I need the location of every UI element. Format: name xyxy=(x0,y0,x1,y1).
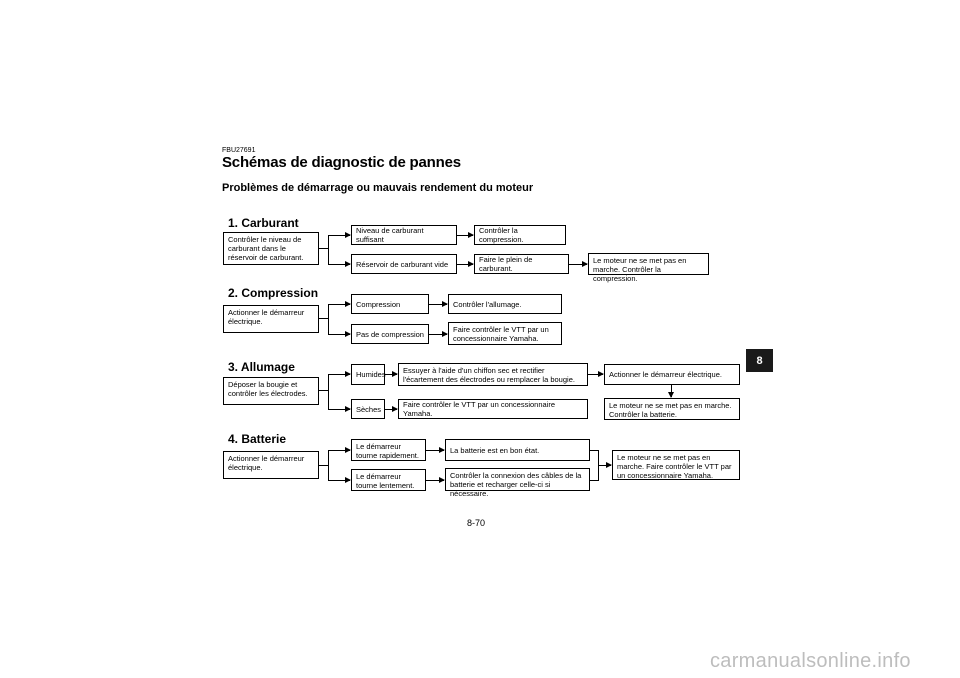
page-subtitle: Problèmes de démarrage ou mauvais rendement du moteur xyxy=(222,182,534,194)
flow-box-allumage-top-result: Le moteur ne se met pas en marche. Contrôler la batterie. xyxy=(604,398,740,420)
connector-line xyxy=(328,304,329,334)
flow-arrow xyxy=(426,480,444,481)
flow-arrow-down xyxy=(671,385,672,397)
flow-arrow xyxy=(328,334,350,335)
flow-box-allumage-start: Déposer la bougie et contrôler les électrodes. xyxy=(223,377,319,405)
flow-box-compression-bottom: Pas de compression xyxy=(351,324,429,344)
connector-line xyxy=(328,374,329,409)
flow-arrow xyxy=(429,334,447,335)
flow-arrow xyxy=(588,374,603,375)
section-title-batterie: 4. Batterie xyxy=(228,432,287,446)
connector-line xyxy=(319,248,328,249)
flow-arrow xyxy=(328,264,350,265)
flow-box-compression-start: Actionner le démarreur électrique. xyxy=(223,305,319,333)
flow-arrow xyxy=(328,409,350,410)
flow-box-allumage-bottom: Sèches xyxy=(351,399,385,419)
flow-box-carburant-top-result: Contrôler la compression. xyxy=(474,225,566,245)
flow-box-compression-bottom-result: Faire contrôler le VTT par un concessionnaire Yamaha. xyxy=(448,322,562,345)
section-title-compression: 2. Compression xyxy=(228,286,319,300)
document-code: FBU27691 xyxy=(222,147,256,154)
flow-arrow xyxy=(328,480,350,481)
flow-arrow xyxy=(569,264,587,265)
flow-box-allumage-top: Humides xyxy=(351,364,385,385)
connector-line xyxy=(590,450,598,451)
flow-arrow xyxy=(328,235,350,236)
flow-box-compression-top: Compression xyxy=(351,294,429,314)
connector-line xyxy=(328,450,329,480)
flow-box-batterie-start: Actionner le démarreur électrique. xyxy=(223,451,319,479)
page-title: Schémas de diagnostic de pannes xyxy=(222,154,461,171)
flow-box-allumage-bottom-result: Faire contrôler le VTT par un concessionnaire Yamaha. xyxy=(398,399,588,419)
flow-box-carburant-top: Niveau de carburant suffisant xyxy=(351,225,457,245)
flow-arrow xyxy=(328,304,350,305)
connector-line xyxy=(319,465,328,466)
connector-line xyxy=(319,318,328,319)
flow-box-batterie-top-result: La batterie est en bon état. xyxy=(445,439,590,461)
flow-arrow xyxy=(328,450,350,451)
flow-box-compression-top-result: Contrôler l'allumage. xyxy=(448,294,562,314)
flow-arrow xyxy=(598,465,611,466)
page-number: 8-70 xyxy=(467,518,486,528)
flow-box-batterie-top: Le démarreur tourne rapidement. xyxy=(351,439,426,461)
connector-line xyxy=(319,390,328,391)
flow-arrow xyxy=(385,374,397,375)
chapter-tab: 8 xyxy=(746,349,773,372)
flow-box-carburant-start: Contrôler le niveau de carburant dans le réservoir de carburant. xyxy=(223,232,319,265)
flow-arrow xyxy=(429,304,447,305)
flow-box-allumage-top-next: Actionner le démarreur électrique. xyxy=(604,364,740,385)
flow-box-batterie-bottom: Le démarreur tourne lentement. xyxy=(351,469,426,491)
flow-arrow xyxy=(457,264,473,265)
flow-box-carburant-bottom-result: Le moteur ne se met pas en marche. Contrôler la compression. xyxy=(588,253,709,275)
section-title-carburant: 1. Carburant xyxy=(228,216,299,230)
flow-box-carburant-bottom-action: Faire le plein de carburant. xyxy=(474,254,569,274)
flow-box-allumage-top-action: Essuyer à l'aide d'un chiffon sec et rectifier l'écartement des électrodes ou remplacer la bougie. xyxy=(398,363,588,386)
flow-box-batterie-bottom-result: Contrôler la connexion des câbles de la batterie et recharger celle-ci si nécessaire. xyxy=(445,468,590,491)
watermark: carmanualsonline.info xyxy=(710,650,911,672)
section-title-allumage: 3. Allumage xyxy=(228,360,295,374)
flow-box-batterie-final-result: Le moteur ne se met pas en marche. Faire contrôler le VTT par un concessionnaire Yamaha. xyxy=(612,450,740,480)
flow-arrow xyxy=(385,409,397,410)
connector-line xyxy=(590,480,598,481)
flow-arrow xyxy=(426,450,444,451)
flow-arrow xyxy=(328,374,350,375)
flow-arrow xyxy=(457,235,473,236)
flow-box-carburant-bottom: Réservoir de carburant vide xyxy=(351,254,457,274)
connector-line xyxy=(328,235,329,264)
